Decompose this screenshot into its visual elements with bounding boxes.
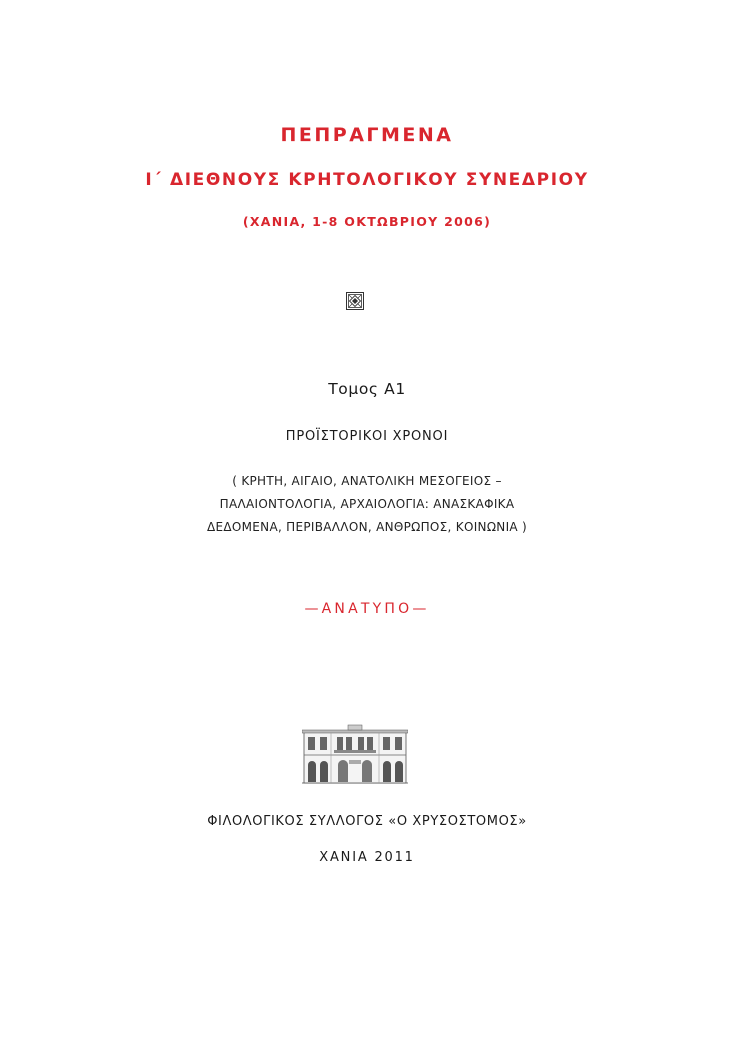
volume-subtitle-line: ΔΕΔΟΜΕΝΑ, ΠΕΡΙΒΑΛΛΟΝ, ΑΝΘΡΩΠΟΣ, ΚΟΙΝΩΝΙΑ ) (206, 520, 528, 534)
building-drawing-icon (302, 724, 408, 784)
volume-subtitle-line: ΠΑΛΑΙΟΝΤΟΛΟΓΙΑ, ΑΡΧΑΙΟΛΟΓΙΑ: ΑΝΑΣΚΑΦΙΚΑ (219, 497, 515, 511)
volume-period: ΠΡΟΪΣΤΟΡΙΚΟΙ ΧΡΟΝΟΙ (285, 429, 449, 444)
proceedings-title: ΠΕΠΡΑΓΜΕΝΑ (280, 124, 454, 146)
publication-place-year: ΧΑΝΙΑ 2011 (319, 850, 415, 865)
greek-key-square-icon (346, 292, 364, 310)
publisher-name: ΦΙΛΟΛΟΓΙΚΟΣ ΣΥΛΛΟΓΟΣ «Ο ΧΡΥΣΟΣΤΟΜΟΣ» (207, 814, 527, 829)
conference-venue-dates: (ΧΑΝΙΑ, 1-8 ΟΚΤΩΒΡΙΟΥ 2006) (242, 214, 492, 229)
volume-label: Τομος Α1 (328, 380, 406, 398)
conference-title: Ι΄ ΔΙΕΘΝΟΥΣ ΚΡΗΤΟΛΟΓΙΚΟΥ ΣΥΝΕΔΡΙΟΥ (145, 170, 589, 190)
volume-subtitle-line: ( ΚΡΗΤΗ, ΑΙΓΑΙΟ, ΑΝΑΤΟΛΙΚΗ ΜΕΣΟΓΕΙΟΣ – (232, 474, 502, 488)
offprint-label: —ΑΝΑΤΥΠΟ— (304, 601, 430, 617)
